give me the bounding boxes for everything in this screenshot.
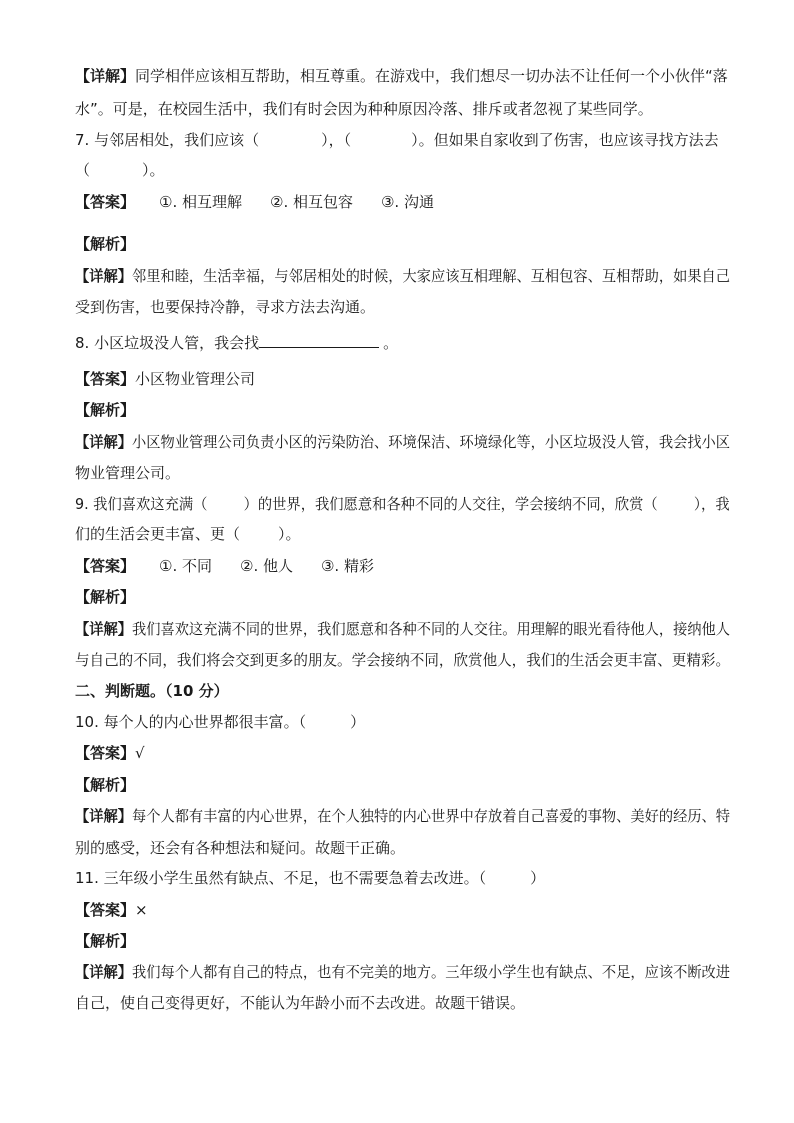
analysis-tag: 【解析】 bbox=[75, 235, 136, 253]
q10-answer bbox=[75, 743, 145, 763]
detail-tag: 【详解】 bbox=[75, 963, 132, 981]
q7-detail-line bbox=[75, 266, 730, 286]
analysis-tag: 【解析】 bbox=[75, 401, 136, 419]
q11-stem: 11. 三年级小学生虽然有缺点、不足，也不需要急着去改进。（ ） bbox=[75, 869, 546, 887]
q6-detail-line bbox=[75, 66, 728, 86]
q8-detail-text-2: 物业管理公司。 bbox=[75, 464, 181, 482]
detail-tag: 【详解】 bbox=[75, 620, 132, 638]
section-title: 二、判断题。（10 分） bbox=[75, 682, 229, 700]
q8-answer bbox=[75, 369, 255, 389]
q7-answer-2: ②. 相互包容 bbox=[270, 193, 353, 211]
q7-detail-text-2: 受到伤害，也要保持冷静，寻求方法去沟通。 bbox=[75, 298, 376, 316]
q9-stem: 9. 我们喜欢这充满（ ）的世界，我们愿意和各种不同的人交往，学会接纳不同，欣赏（ ），我 bbox=[75, 495, 730, 513]
q9-answer-2: ②. 他人 bbox=[240, 557, 293, 575]
q8-detail-line bbox=[75, 432, 730, 452]
q9-detail-text-2: 与自己的不同，我们将会交到更多的朋友。学会接纳不同，欣赏他人，我们的生活会更丰富、更精彩。 bbox=[75, 651, 731, 669]
q11-detail-line bbox=[75, 962, 730, 982]
q8-stem: 8. 小区垃圾没人管，我会找 。 bbox=[75, 334, 399, 352]
q7-stem-cont: （ ）。 bbox=[75, 161, 165, 179]
q7-stem: 7. 与邻居相处，我们应该（ ），（ ）。但如果自家收到了伤害，也应该寻找方法去 bbox=[75, 131, 719, 149]
q9-stem-cont: 们的生活会更丰富、更（ ）。 bbox=[75, 525, 301, 543]
q8-blank[interactable] bbox=[259, 332, 379, 348]
q11-answer-text: × bbox=[135, 901, 148, 919]
q8-answer-text: 小区物业管理公司 bbox=[135, 370, 256, 388]
q10-stem: 10. 每个人的内心世界都很丰富。（ ） bbox=[75, 713, 366, 731]
q7-answer-1: ①. 相互理解 bbox=[159, 193, 242, 211]
detail-tag: 【详解】 bbox=[75, 67, 136, 85]
q6-detail-text-1: 同学相伴应该相互帮助，相互尊重。在游戏中，我们想尽一切办法不让任何一个小伙伴“落 bbox=[135, 67, 728, 85]
q8-detail-text-1: 小区物业管理公司负责小区的污染防治、环境保洁、环境绿化等，小区垃圾没人管，我会找小区 bbox=[131, 433, 731, 451]
q10-detail-text-2: 别的感受，还会有各种想法和疑问。故题干正确。 bbox=[75, 839, 406, 857]
q9-answer-1: ①. 不同 bbox=[159, 557, 212, 575]
q9-answer-3: ③. 精彩 bbox=[320, 557, 374, 575]
answer-tag: 【答案】 bbox=[75, 744, 136, 762]
answer-tag: 【答案】 bbox=[75, 901, 136, 919]
q9-detail-line bbox=[75, 619, 730, 639]
detail-tag: 【详解】 bbox=[75, 433, 132, 451]
detail-tag: 【详解】 bbox=[75, 267, 132, 285]
analysis-tag: 【解析】 bbox=[75, 932, 136, 950]
q9-answer bbox=[75, 556, 374, 576]
detail-tag: 【详解】 bbox=[75, 807, 132, 825]
q11-answer bbox=[75, 900, 148, 920]
analysis-tag: 【解析】 bbox=[75, 776, 136, 794]
q6-detail-text-2: 水”。可是，在校园生活中，我们有时会因为种种原因冷落、排斥或者忽视了某些同学。 bbox=[75, 100, 653, 118]
q10-answer-text: √ bbox=[135, 744, 145, 762]
q11-detail-text-2: 自己，使自己变得更好，不能认为年龄小而不去改进。故题干错误。 bbox=[75, 994, 526, 1012]
analysis-tag: 【解析】 bbox=[75, 588, 136, 606]
answer-tag: 【答案】 bbox=[75, 370, 136, 388]
q10-detail-text-1: 每个人都有丰富的内心世界，在个人独特的内心世界中存放着自己喜爱的事物、美好的经历、特 bbox=[131, 807, 731, 825]
q7-detail-text-1: 邻里和睦，生活幸福，与邻居相处的时候，大家应该互相理解、互相包容、互相帮助，如果自己 bbox=[131, 267, 731, 285]
q10-detail-line bbox=[75, 806, 730, 826]
answer-tag: 【答案】 bbox=[75, 193, 136, 211]
q9-detail-text-1: 我们喜欢这充满不同的世界，我们愿意和各种不同的人交往。用理解的眼光看待他人，接纳他人 bbox=[131, 620, 731, 638]
q11-detail-text-1: 我们每个人都有自己的特点，也有不完美的地方。三年级小学生也有缺点、不足，应该不断改进 bbox=[131, 963, 731, 981]
q7-answer-3: ③. 沟通 bbox=[380, 193, 434, 211]
q7-answer bbox=[75, 192, 434, 212]
answer-tag: 【答案】 bbox=[75, 557, 136, 575]
